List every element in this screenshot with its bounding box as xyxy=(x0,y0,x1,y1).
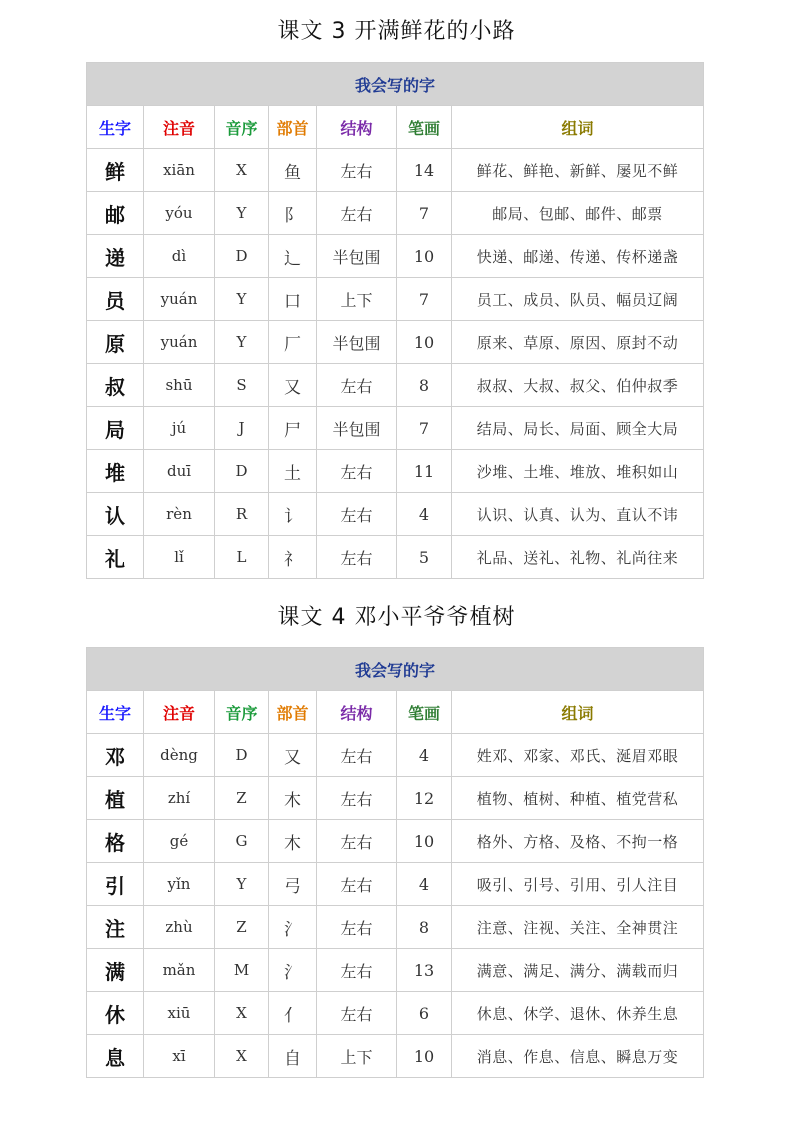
table-row xyxy=(87,992,704,1035)
col-header-char: 生字 xyxy=(87,106,144,149)
pinyin-cell: yǐn xyxy=(144,863,215,906)
char-cell: 满 xyxy=(87,949,144,992)
structure-cell: 上下 xyxy=(317,278,397,321)
structure-cell: 左右 xyxy=(317,820,397,863)
strokes-cell: 7 xyxy=(397,278,452,321)
words-cell: 结局、局长、局面、顾全大局 xyxy=(452,407,704,450)
words-cell: 鲜花、鲜艳、新鲜、屡见不鲜 xyxy=(452,149,704,192)
initial-cell: J xyxy=(215,407,269,450)
initial-cell: D xyxy=(215,235,269,278)
strokes-cell: 10 xyxy=(397,820,452,863)
radical-cell: 氵 xyxy=(269,949,317,992)
col-header-words: 组词 xyxy=(452,106,704,149)
radical-cell: 尸 xyxy=(269,407,317,450)
table-row xyxy=(87,235,704,278)
words-cell: 快递、邮递、传递、传杯递盏 xyxy=(452,235,704,278)
table-row xyxy=(87,321,704,364)
table-row xyxy=(87,949,704,992)
lesson-title: 课文 4 邓小平爷爷植树 xyxy=(277,605,516,630)
radical-cell: 口 xyxy=(269,278,317,321)
initial-cell: X xyxy=(215,992,269,1035)
radical-cell: 厂 xyxy=(269,321,317,364)
initial-cell: D xyxy=(215,450,269,493)
radical-cell: 又 xyxy=(269,364,317,407)
table-row xyxy=(87,863,704,906)
pinyin-cell: xiān xyxy=(144,149,215,192)
initial-cell: X xyxy=(215,1035,269,1078)
strokes-cell: 11 xyxy=(397,450,452,493)
pinyin-cell: dèng xyxy=(144,734,215,777)
col-header-strokes: 笔画 xyxy=(397,106,452,149)
words-cell: 邮局、包邮、邮件、邮票 xyxy=(452,192,704,235)
structure-cell: 左右 xyxy=(317,992,397,1035)
strokes-cell: 12 xyxy=(397,777,452,820)
structure-cell: 左右 xyxy=(317,364,397,407)
words-cell: 员工、成员、队员、幅员辽阔 xyxy=(452,278,704,321)
col-header-strokes: 笔画 xyxy=(397,691,452,734)
initial-cell: Y xyxy=(215,278,269,321)
pinyin-cell: lǐ xyxy=(144,536,215,579)
char-cell: 邓 xyxy=(87,734,144,777)
radical-cell: 阝 xyxy=(269,192,317,235)
pinyin-cell: xī xyxy=(144,1035,215,1078)
radical-cell: 自 xyxy=(269,1035,317,1078)
words-cell: 沙堆、土堆、堆放、堆积如山 xyxy=(452,450,704,493)
char-cell: 息 xyxy=(87,1035,144,1078)
radical-cell: 氵 xyxy=(269,906,317,949)
strokes-cell: 7 xyxy=(397,407,452,450)
initial-cell: S xyxy=(215,364,269,407)
col-header-initial: 音序 xyxy=(215,691,269,734)
radical-cell: 亻 xyxy=(269,992,317,1035)
initial-cell: Y xyxy=(215,321,269,364)
words-cell: 吸引、引号、引用、引人注目 xyxy=(452,863,704,906)
col-header-pinyin: 注音 xyxy=(144,106,215,149)
pinyin-cell: zhù xyxy=(144,906,215,949)
strokes-cell: 14 xyxy=(397,149,452,192)
structure-cell: 左右 xyxy=(317,863,397,906)
words-cell: 植物、植树、种植、植党营私 xyxy=(452,777,704,820)
vocab-table-lesson-3 xyxy=(86,62,704,579)
words-cell: 消息、作息、信息、瞬息万变 xyxy=(452,1035,704,1078)
structure-cell: 半包围 xyxy=(317,407,397,450)
pinyin-cell: rèn xyxy=(144,493,215,536)
words-cell: 姓邓、邓家、邓氏、涎眉邓眼 xyxy=(452,734,704,777)
char-cell: 原 xyxy=(87,321,144,364)
table-row xyxy=(87,906,704,949)
table-row xyxy=(87,450,704,493)
words-cell: 叔叔、大叔、叔父、伯仲叔季 xyxy=(452,364,704,407)
vocab-table-lesson-4 xyxy=(86,647,704,1078)
table-row xyxy=(87,493,704,536)
pinyin-cell: jú xyxy=(144,407,215,450)
table-row xyxy=(87,820,704,863)
table-row xyxy=(87,734,704,777)
words-cell: 注意、注视、关注、全神贯注 xyxy=(452,906,704,949)
strokes-cell: 13 xyxy=(397,949,452,992)
structure-cell: 左右 xyxy=(317,906,397,949)
pinyin-cell: zhí xyxy=(144,777,215,820)
words-cell: 休息、休学、退休、休养生息 xyxy=(452,992,704,1035)
radical-cell: 土 xyxy=(269,450,317,493)
pinyin-cell: duī xyxy=(144,450,215,493)
structure-cell: 左右 xyxy=(317,536,397,579)
char-cell: 邮 xyxy=(87,192,144,235)
radical-cell: 鱼 xyxy=(269,149,317,192)
char-cell: 礼 xyxy=(87,536,144,579)
structure-cell: 左右 xyxy=(317,949,397,992)
strokes-cell: 4 xyxy=(397,863,452,906)
pinyin-cell: gé xyxy=(144,820,215,863)
strokes-cell: 10 xyxy=(397,321,452,364)
structure-cell: 左右 xyxy=(317,777,397,820)
pinyin-cell: yuán xyxy=(144,278,215,321)
initial-cell: Z xyxy=(215,906,269,949)
words-cell: 满意、满足、满分、满载而归 xyxy=(452,949,704,992)
table-row xyxy=(87,149,704,192)
table-row xyxy=(87,192,704,235)
char-cell: 鲜 xyxy=(87,149,144,192)
col-header-structure: 结构 xyxy=(317,691,397,734)
radical-cell: 讠 xyxy=(269,493,317,536)
table-row xyxy=(87,364,704,407)
char-cell: 认 xyxy=(87,493,144,536)
structure-cell: 左右 xyxy=(317,450,397,493)
char-cell: 注 xyxy=(87,906,144,949)
strokes-cell: 8 xyxy=(397,906,452,949)
initial-cell: X xyxy=(215,149,269,192)
structure-cell: 半包围 xyxy=(317,321,397,364)
strokes-cell: 6 xyxy=(397,992,452,1035)
char-cell: 格 xyxy=(87,820,144,863)
strokes-cell: 4 xyxy=(397,493,452,536)
structure-cell: 上下 xyxy=(317,1035,397,1078)
radical-cell: 又 xyxy=(269,734,317,777)
char-cell: 叔 xyxy=(87,364,144,407)
table-row xyxy=(87,278,704,321)
pinyin-cell: mǎn xyxy=(144,949,215,992)
radical-cell: 辶 xyxy=(269,235,317,278)
radical-cell: 木 xyxy=(269,820,317,863)
initial-cell: Y xyxy=(215,192,269,235)
pinyin-cell: yóu xyxy=(144,192,215,235)
words-cell: 认识、认真、认为、直认不讳 xyxy=(452,493,704,536)
initial-cell: R xyxy=(215,493,269,536)
structure-cell: 左右 xyxy=(317,192,397,235)
structure-cell: 左右 xyxy=(317,734,397,777)
words-cell: 格外、方格、及格、不拘一格 xyxy=(452,820,704,863)
table-row xyxy=(87,407,704,450)
lesson-title: 课文 3 开满鲜花的小路 xyxy=(277,19,516,44)
pinyin-cell: shū xyxy=(144,364,215,407)
initial-cell: D xyxy=(215,734,269,777)
pinyin-cell: dì xyxy=(144,235,215,278)
table-row xyxy=(87,1035,704,1078)
table-row xyxy=(87,536,704,579)
pinyin-cell: yuán xyxy=(144,321,215,364)
strokes-cell: 7 xyxy=(397,192,452,235)
char-cell: 递 xyxy=(87,235,144,278)
char-cell: 休 xyxy=(87,992,144,1035)
col-header-radical: 部首 xyxy=(269,106,317,149)
col-header-structure: 结构 xyxy=(317,106,397,149)
char-cell: 堆 xyxy=(87,450,144,493)
strokes-cell: 8 xyxy=(397,364,452,407)
col-header-words: 组词 xyxy=(452,691,704,734)
initial-cell: L xyxy=(215,536,269,579)
words-cell: 礼品、送礼、礼物、礼尚往来 xyxy=(452,536,704,579)
initial-cell: G xyxy=(215,820,269,863)
col-header-initial: 音序 xyxy=(215,106,269,149)
pinyin-cell: xiū xyxy=(144,992,215,1035)
char-cell: 植 xyxy=(87,777,144,820)
radical-cell: 礻 xyxy=(269,536,317,579)
col-header-radical: 部首 xyxy=(269,691,317,734)
col-header-pinyin: 注音 xyxy=(144,691,215,734)
char-cell: 员 xyxy=(87,278,144,321)
structure-cell: 左右 xyxy=(317,493,397,536)
structure-cell: 半包围 xyxy=(317,235,397,278)
initial-cell: M xyxy=(215,949,269,992)
strokes-cell: 10 xyxy=(397,235,452,278)
strokes-cell: 10 xyxy=(397,1035,452,1078)
strokes-cell: 4 xyxy=(397,734,452,777)
char-cell: 局 xyxy=(87,407,144,450)
radical-cell: 木 xyxy=(269,777,317,820)
radical-cell: 弓 xyxy=(269,863,317,906)
table-caption: 我会写的字 xyxy=(87,63,704,106)
structure-cell: 左右 xyxy=(317,149,397,192)
char-cell: 引 xyxy=(87,863,144,906)
table-row xyxy=(87,777,704,820)
initial-cell: Y xyxy=(215,863,269,906)
strokes-cell: 5 xyxy=(397,536,452,579)
table-caption: 我会写的字 xyxy=(87,648,704,691)
initial-cell: Z xyxy=(215,777,269,820)
words-cell: 原来、草原、原因、原封不动 xyxy=(452,321,704,364)
col-header-char: 生字 xyxy=(87,691,144,734)
